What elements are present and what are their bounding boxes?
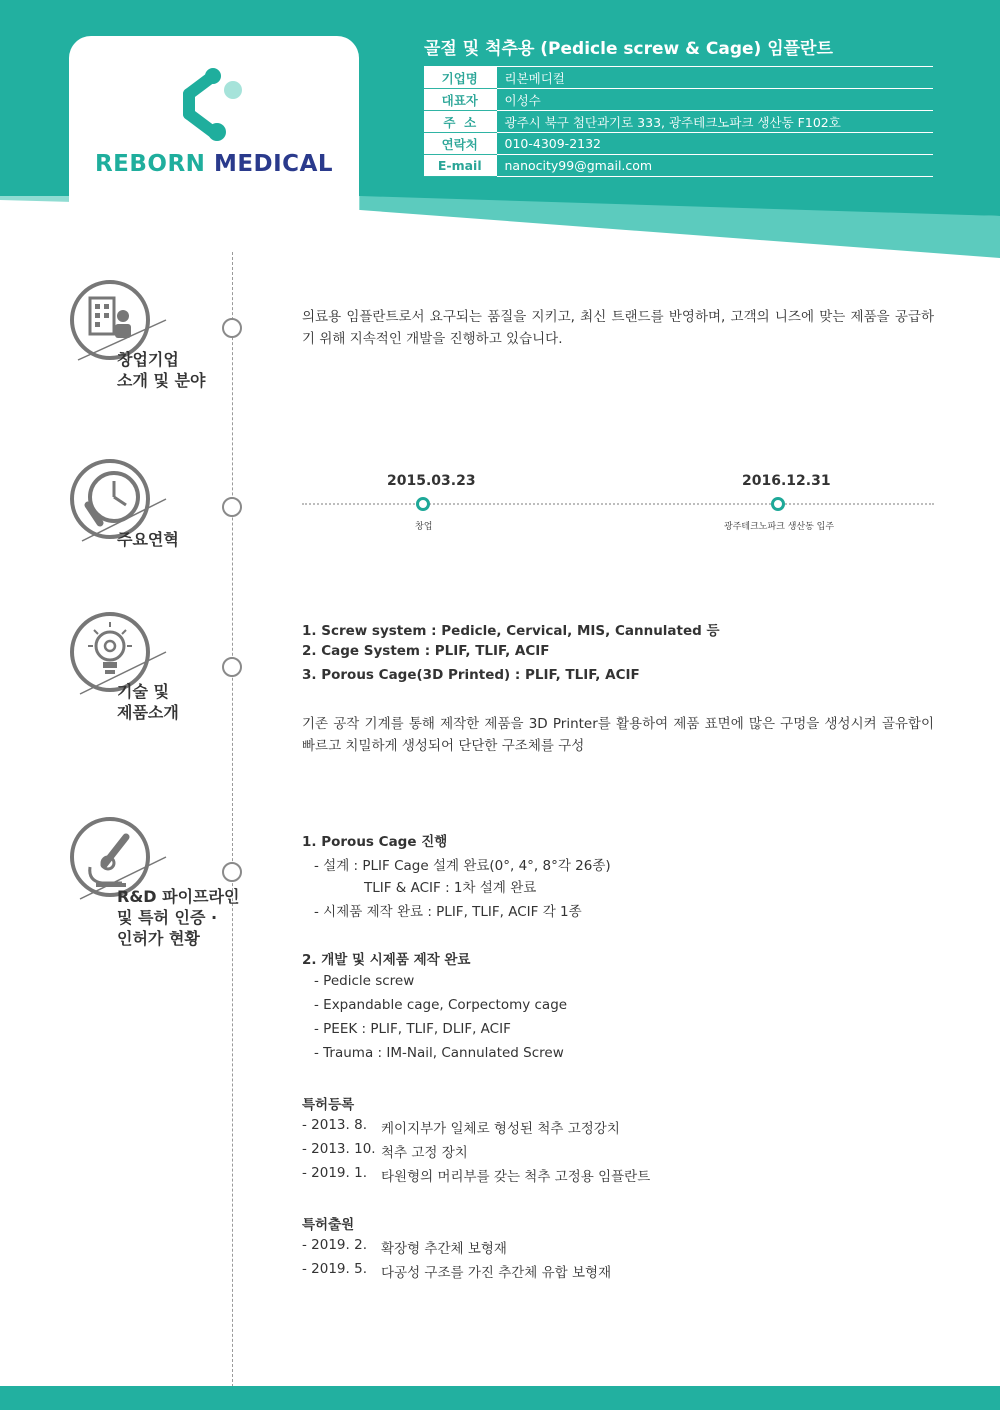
- porous-line-1: - 설계 : PLIF Cage 설계 완료(0°, 4°, 8°각 26종): [314, 858, 611, 874]
- section-label-intro: 창업기업 소개 및 분야: [117, 350, 206, 390]
- patent-app-date-1: - 2019. 2.: [302, 1237, 367, 1253]
- patent-app-title-1: 확장형 추간체 보형재: [381, 1241, 507, 1257]
- patent-reg-date-3: - 2019. 1.: [302, 1165, 367, 1181]
- timeline-event-2: 광주테크노파크 생산동 입주: [724, 522, 835, 532]
- info-row-address: 주 소 광주시 북구 첨단과기로 333, 광주테크노파크 생산동 F102호: [424, 111, 933, 133]
- section-label-history: 주요연혁: [117, 530, 179, 549]
- timeline-event-1: 창업: [415, 522, 433, 532]
- patent-app-date-2: - 2019. 5.: [302, 1261, 367, 1277]
- dev-line-3: - PEEK : PLIF, TLIF, DLIF, ACIF: [314, 1021, 511, 1037]
- document-title: 골절 및 척추용 (Pedicle screw & Cage) 임플란트: [424, 39, 833, 59]
- section-node-intro: [222, 318, 242, 338]
- section-divider-line: [232, 252, 233, 1387]
- dev-line-2: - Expandable cage, Corpectomy cage: [314, 997, 568, 1013]
- history-timeline: [302, 503, 934, 505]
- tech-description: 기존 공작 기계를 통해 제작한 제품을 3D Printer를 활용하여 제품 표면에 많은 구멍을 생성시켜 골유합이 빠르고 치밀하게 생성되어 단단한 구조체를 구성: [302, 716, 934, 754]
- company-logo-text: REBORN MEDICAL: [94, 151, 334, 177]
- dev-title: 2. 개발 및 시제품 제작 완료: [302, 952, 471, 968]
- timeline-dot-1: [416, 497, 430, 511]
- timeline-date-1: 2015.03.23: [387, 473, 476, 489]
- porous-line-3: - 시제품 제작 완료 : PLIF, TLIF, ACIF 각 1종: [314, 904, 582, 920]
- porous-cage-title: 1. Porous Cage 진행: [302, 834, 448, 850]
- patent-reg-date-2: - 2013. 10.: [302, 1141, 376, 1157]
- patent-application-title: 특허출원: [302, 1217, 355, 1233]
- timeline-dot-2: [771, 497, 785, 511]
- reborn-logo-icon: [173, 66, 253, 146]
- section-node-history: [222, 497, 242, 517]
- section-node-tech: [222, 657, 242, 677]
- section-label-rd: R&D 파이프라인 및 특허 인증 · 인허가 현황: [117, 887, 240, 948]
- info-row-email: E-mail nanocity99@gmail.com: [424, 155, 933, 177]
- porous-line-2: TLIF & ACIF : 1차 설계 완료: [364, 880, 537, 896]
- info-row-ceo: 대표자 이성수: [424, 89, 933, 111]
- patent-reg-date-1: - 2013. 8.: [302, 1117, 367, 1133]
- dev-line-4: - Trauma : IM-Nail, Cannulated Screw: [314, 1045, 564, 1061]
- patent-reg-title-2: 척추 고정 장치: [381, 1145, 468, 1161]
- patent-registration-title: 특허등록: [302, 1097, 355, 1113]
- tech-item-1: 1. Screw system : Pedicle, Cervical, MIS, Cannulated 등: [302, 623, 720, 639]
- section-label-tech: 기술 및 제품소개: [117, 682, 179, 722]
- info-row-phone: 연락처 010-4309-2132: [424, 133, 933, 155]
- info-row-company: 기업명 리본메디컬: [424, 67, 933, 89]
- timeline-date-2: 2016.12.31: [742, 473, 831, 489]
- logo-card: [69, 36, 359, 256]
- section-node-rd: [222, 862, 242, 882]
- company-info-table: [424, 66, 933, 177]
- tech-item-2: 2. Cage System : PLIF, TLIF, ACIF: [302, 643, 550, 659]
- tech-item-3: 3. Porous Cage(3D Printed) : PLIF, TLIF, ACIF: [302, 667, 640, 683]
- footer-band: [0, 1386, 1000, 1410]
- intro-description: 의료용 임플란트로서 요구되는 품질을 지키고, 최신 트랜드를 반영하며, 고객의 니즈에 맞는 제품을 공급하기 위해 지속적인 개발을 진행하고 있습니다.: [302, 309, 934, 347]
- patent-reg-title-3: 타원형의 머리부를 갖는 척추 고정용 임플란트: [381, 1169, 651, 1185]
- patent-app-title-2: 다공성 구조를 가진 추간체 유합 보형재: [381, 1265, 612, 1281]
- patent-reg-title-1: 케이지부가 일체로 형성된 척추 고정강치: [381, 1121, 620, 1137]
- dev-line-1: - Pedicle screw: [314, 973, 415, 989]
